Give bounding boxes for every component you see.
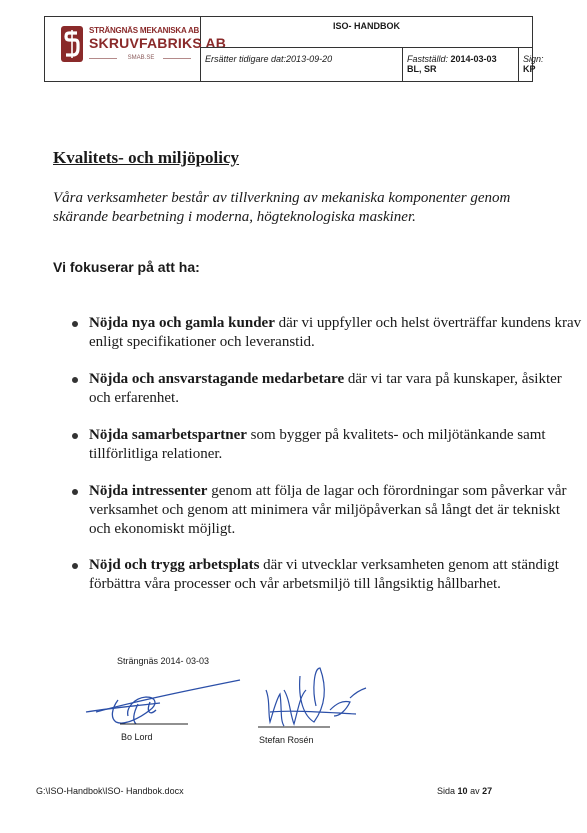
item-bold: Nöjda samarbetspartner [89,427,247,443]
page-total: 27 [482,786,493,796]
place-date: Strängnäs 2014- 03-03 [117,656,210,666]
policy-title: Kvalitets- och miljöpolicy [53,148,240,167]
sign-value: KP [523,64,536,74]
page-label: Sida [437,786,456,796]
file-path: G:\ISO-Handbok\ISO- Handbok.docx [36,786,184,796]
page-number [437,786,492,796]
page-of: av [470,786,480,796]
signature-2-icon [266,668,366,726]
replaces-label: Ersätter tidigare dat: [205,54,287,64]
signer-2-name: Stefan Rosén [259,735,314,745]
item-bold: Nöjda intressenter [89,483,208,499]
focus-heading: Vi fokuserar på att ha: [53,259,200,275]
replaces-date: 2013-09-20 [286,54,333,64]
item-bold: Nöjda och ansvarstagande medarbetare [89,371,345,387]
item-bold: Nöjd och trygg arbetsplats [89,557,260,573]
approved-date: 2014-03-03 [450,54,497,64]
item-text: genom att följa de lagar och förordningar som påverkar vår verksamhet och genom att minimera vår miljöpåverkan så långt det är tekniskt och ekonomiskt möjligt. [89,483,567,537]
signer-1-name: Bo Lord [121,732,153,742]
signature-1-icon [86,680,240,724]
item-text: där vi utvecklar verksamheten genom att ständigt förbättra våra processer och vår arbetsmiljö till långsiktig hållbarhet. [89,557,559,592]
handbook-title: ISO- HANDBOK [201,17,532,48]
company-name-line1: STRÄNGNÄS MEKANISKA AB [89,26,200,35]
page-current: 10 [457,786,468,796]
approved-by: BL, SR [407,64,437,74]
policy-intro: Våra verksamheter består av tillverkning av mekaniska komponenter genom skärande bearbetning i moderna, högteknologiska maskiner. [53,190,511,225]
company-website: SMAB.SE [127,55,155,61]
sign-label: Sign: [523,54,544,64]
item-text: där vi tar vara på kunskaper, åsikter och erfarenhet. [89,371,562,406]
item-text: som bygger på kvalitets- och miljötänkande samt tillförlitliga relationer. [89,427,546,462]
item-text: där vi uppfyller och helst överträffar kundens krav enligt specifikationer och leveranstid. [89,315,582,350]
item-bold: Nöjda nya och gamla kunder [89,315,275,331]
company-name-line2: SKRUVFABRIKS AB [89,35,227,51]
approved-label: Fastställd: [407,54,449,64]
